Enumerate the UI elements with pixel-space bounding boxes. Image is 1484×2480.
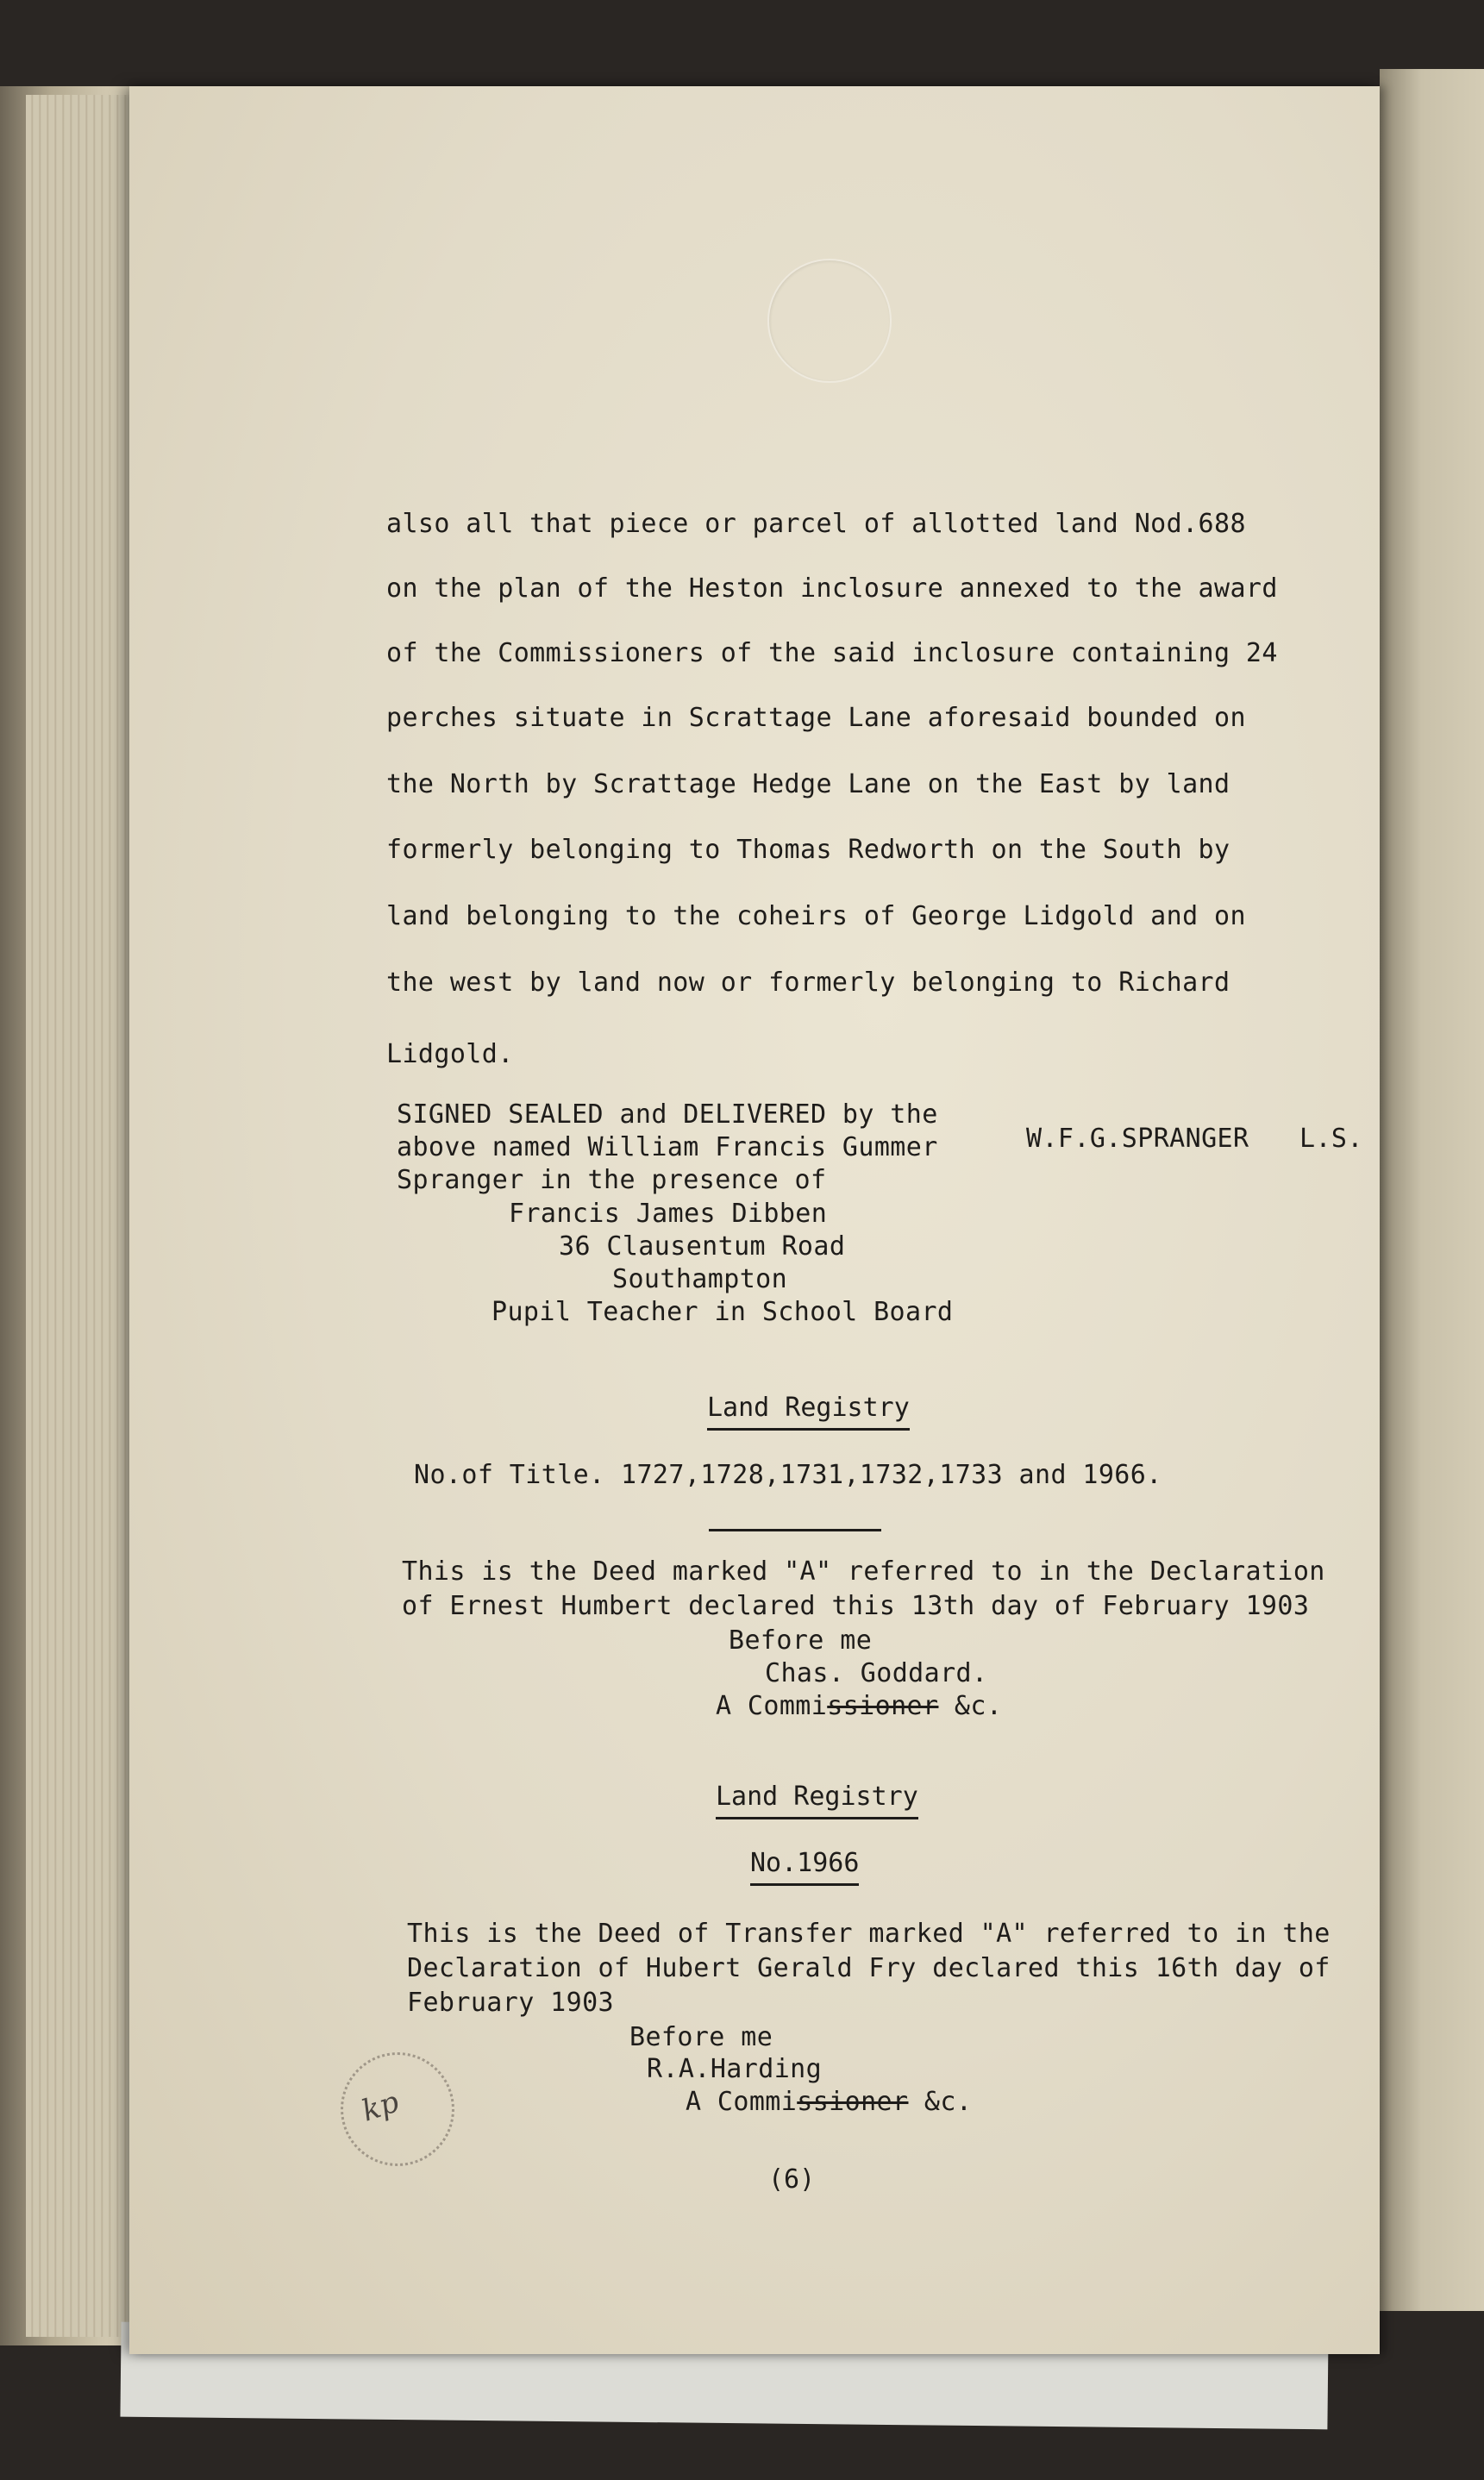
endorsement-1-line-1: This is the Deed marked "A" referred to in the Declaration <box>402 1556 1325 1587</box>
endorsement-2-line-1: This is the Deed of Transfer marked "A" referred to in the <box>407 1919 1331 1949</box>
endorsement-2-line-3: February 1903 <box>407 1988 614 2018</box>
registry-stamp <box>341 2052 454 2166</box>
endorsement-2-commissioner-title: A Commissioner &c. <box>686 2087 973 2117</box>
attestation-line-3: Spranger in the presence of <box>397 1165 827 1195</box>
facing-page-edge <box>1380 69 1484 2311</box>
deed-line: perches situate in Scrattage Lane aforesaid bounded on <box>386 703 1246 733</box>
witness-address-line-2: Southampton <box>612 1264 788 1294</box>
deed-line: Lidgold. <box>386 1039 514 1069</box>
deed-line: land belonging to the coheirs of George Lidgold and on <box>386 901 1246 931</box>
separator-rule <box>709 1529 881 1531</box>
deed-line: also all that piece or parcel of allotted land Nod.688 <box>386 509 1246 539</box>
endorsement-1-line-2: of Ernest Humbert declared this 13th day of February 1903 <box>402 1591 1310 1621</box>
deed-line: the west by land now or formerly belonging to Richard <box>386 968 1230 998</box>
deed-line: the North by Scrattage Hedge Lane on the East by land <box>386 769 1230 799</box>
document-page <box>129 86 1380 2354</box>
endorsement-2-commissioner-name: R.A.Harding <box>647 2054 823 2084</box>
page-number: (6) <box>768 2164 816 2195</box>
attestation-line-2: above named William Francis Gummer <box>397 1132 938 1162</box>
attestation-line-1: SIGNED SEALED and DELIVERED by the <box>397 1099 938 1130</box>
witness-name: Francis James Dibben <box>509 1199 828 1229</box>
title-numbers: No.of Title. 1727,1728,1731,1732,1733 and 1966. <box>414 1460 1162 1490</box>
deed-line: on the plan of the Heston inclosure annexed to the award <box>386 573 1278 604</box>
deed-line: of the Commissioners of the said inclosure containing 24 <box>386 638 1278 668</box>
seal-mark: L.S. <box>1299 1124 1363 1154</box>
deed-line: formerly belonging to Thomas Redworth on the South by <box>386 835 1230 865</box>
endorsement-1-commissioner-title: A Commissioner &c. <box>716 1691 1003 1721</box>
witness-occupation: Pupil Teacher in School Board <box>492 1297 954 1327</box>
endorsement-1-before: Before me <box>729 1625 873 1656</box>
witness-address-line-1: 36 Clausentum Road <box>559 1231 846 1262</box>
endorsement-1-heading: Land Registry <box>707 1393 910 1431</box>
endorsement-2-line-2: Declaration of Hubert Gerald Fry declared this 16th day of <box>407 1953 1331 1983</box>
signer-name: W.F.G.SPRANGER <box>1026 1124 1249 1154</box>
embossed-seal <box>767 259 892 383</box>
endorsement-2-heading: Land Registry <box>716 1782 918 1819</box>
endorsement-2-before: Before me <box>629 2022 773 2052</box>
endorsement-1-commissioner-name: Chas. Goddard. <box>765 1658 988 1688</box>
endorsement-2-number: No.1966 <box>750 1848 859 1886</box>
stamp-initials: kp <box>357 2084 404 2129</box>
